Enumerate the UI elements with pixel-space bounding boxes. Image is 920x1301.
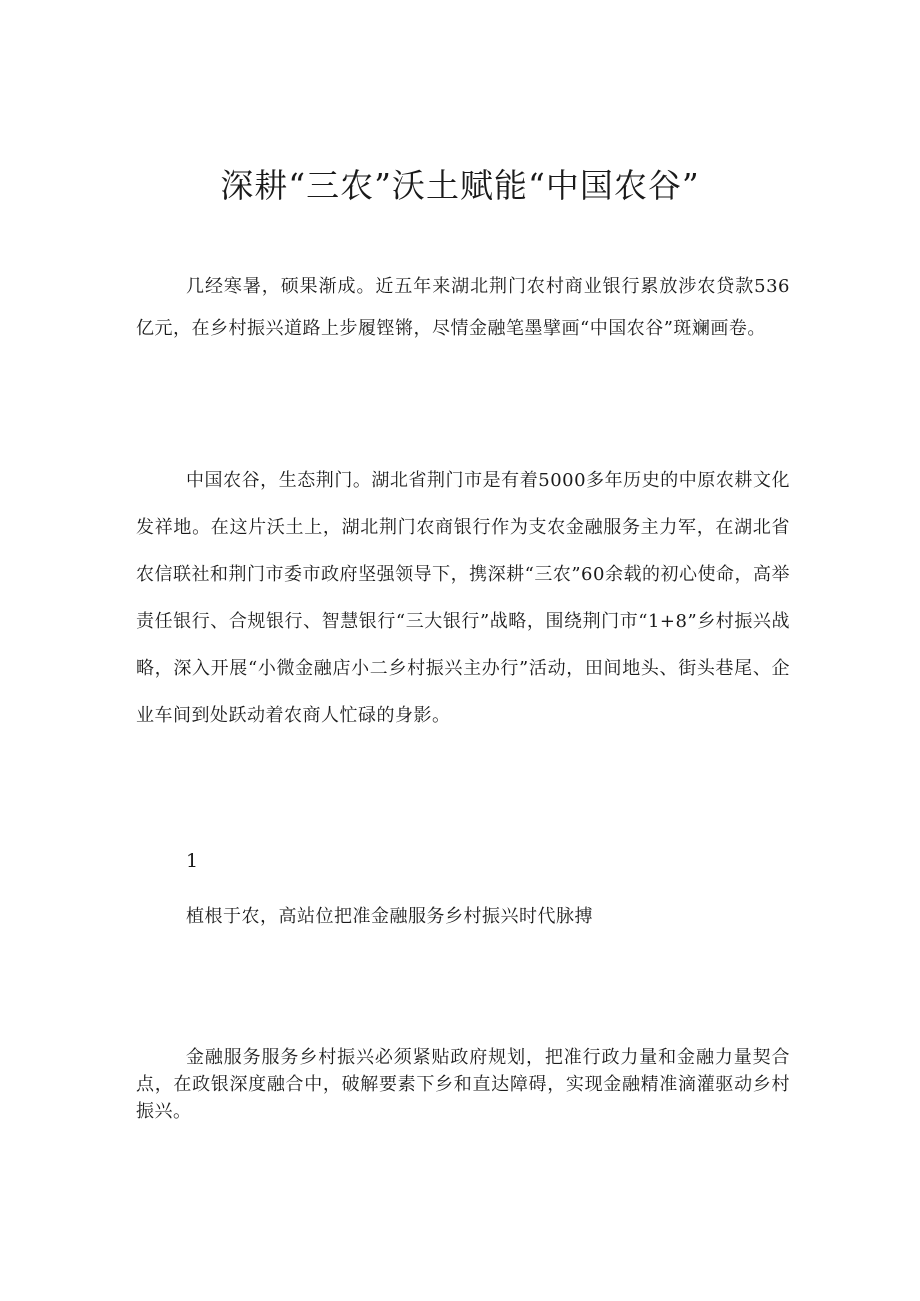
section-heading: 植根于农，高站位把准金融服务乡村振兴时代脉搏 — [186, 906, 593, 927]
paragraph-background: 中国农谷，生态荆门。湖北省荆门市是有着5000多年历史的中原农耕文化发祥地。在这片沃土上，湖北荆门农商银行作为支农金融服务主力军，在湖北省农信联社和荆门市委市政府坚强领导下，携深耕“三农”60余载的初心使命，高举责任银行、合规银行、智慧银行“三大银行”战略，围绕荆门市“1+8”乡村振兴战略，深入开展“小微金融店小二乡村振兴主办行”活动，田间地头、街头巷尾、企业车间到处跃动着农商人忙碌的身影。 — [136, 470, 790, 726]
section-paragraph: 金融服务服务乡村振兴必须紧贴政府规划，把准行政力量和金融力量契合点，在政银深度融合中，破解要素下乡和直达障碍，实现金融精准滴灌驱动乡村振兴。 — [136, 1047, 790, 1122]
document-title: 深耕“三农”沃土赋能“中国农谷” — [220, 166, 700, 205]
paragraph-intro: 几经寒暑，硕果渐成。近五年来湖北荆门农村商业银行累放涉农贷款536亿元，在乡村振兴道路上步履铿锵，尽情金融笔墨擘画“中国农谷”斑斓画卷。 — [136, 276, 790, 339]
section-number: 1 — [186, 850, 199, 872]
